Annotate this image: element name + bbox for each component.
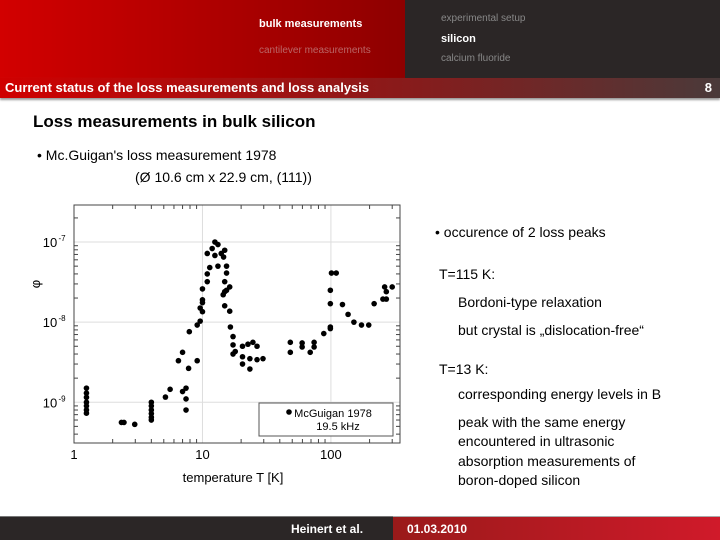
page-number: 8 <box>704 80 712 95</box>
data-point <box>247 356 253 362</box>
data-point <box>328 326 334 332</box>
footer-author-bar <box>0 516 393 540</box>
data-point <box>200 309 206 315</box>
y-tick-exponent: -8 <box>58 314 66 324</box>
data-point <box>230 342 236 348</box>
data-point <box>200 286 206 292</box>
data-point <box>204 251 210 257</box>
data-point <box>288 340 294 346</box>
data-point <box>222 247 228 253</box>
nav-calcium-fluoride[interactable]: calcium fluoride <box>441 53 511 64</box>
title-bar <box>0 78 720 98</box>
y-tick-exponent: -7 <box>58 234 66 244</box>
x-tick-label: 100 <box>320 447 342 462</box>
data-point <box>240 343 246 349</box>
y-tick-label: 10 <box>42 235 58 251</box>
data-point <box>167 387 173 393</box>
data-point <box>333 270 339 276</box>
data-point <box>389 284 395 290</box>
data-point <box>366 322 372 328</box>
data-point <box>209 246 215 252</box>
chart-legend <box>259 403 393 436</box>
x-tick-label: 10 <box>195 447 210 462</box>
data-point <box>132 422 138 428</box>
slide-heading: Loss measurements in bulk silicon <box>33 112 316 131</box>
data-point <box>224 270 230 276</box>
loss-chart <box>0 195 420 495</box>
data-point <box>254 343 260 349</box>
peak-13k-note-3: absorption measurements of <box>458 453 636 469</box>
data-point <box>240 354 246 360</box>
data-point <box>227 284 233 290</box>
data-point <box>204 279 210 285</box>
y-tick-label: 10 <box>42 315 58 331</box>
data-point <box>183 407 189 413</box>
data-point <box>384 289 390 295</box>
data-point <box>212 253 218 259</box>
y-tick-label: 10 <box>42 395 58 411</box>
data-point <box>328 287 334 293</box>
legend-entry: McGuigan 1978 <box>294 408 372 420</box>
peak-115k-desc: Bordoni-type relaxation <box>458 294 602 310</box>
data-point <box>288 350 294 356</box>
data-point <box>260 356 266 362</box>
slide-title: Current status of the loss measurements and loss analysis <box>5 80 370 95</box>
data-point <box>197 318 203 324</box>
sample-dimensions: (Ø 10.6 cm x 22.9 cm, (111)) <box>135 169 312 185</box>
data-point <box>228 324 234 330</box>
data-point <box>215 242 221 248</box>
data-point <box>215 263 221 269</box>
peak-13k-note-2: encountered in ultrasonic <box>458 433 615 449</box>
data-point <box>359 322 365 328</box>
nav-cantilever-measurements[interactable]: cantilever measurements <box>259 45 371 56</box>
data-point <box>149 417 155 423</box>
data-point <box>183 396 189 402</box>
data-point <box>84 385 90 391</box>
header-nav-left <box>0 0 405 78</box>
data-point <box>345 312 351 318</box>
bullet-loss-peaks: • occurence of 2 loss peaks <box>435 224 606 240</box>
data-point <box>207 265 213 271</box>
data-point <box>311 344 317 350</box>
data-point <box>187 329 193 335</box>
data-point <box>224 263 230 269</box>
data-point <box>351 319 357 325</box>
data-point <box>180 350 186 356</box>
peak-13k-note-1: peak with the same energy <box>458 414 626 430</box>
y-tick-exponent: -9 <box>58 394 66 404</box>
footer-author: Heinert et al. <box>291 522 364 536</box>
data-point <box>227 308 233 314</box>
peak-115k-note: but crystal is „dislocation-free“ <box>458 322 644 338</box>
data-point <box>247 366 253 372</box>
data-point <box>321 331 327 337</box>
data-point <box>340 302 346 308</box>
nav-silicon[interactable]: silicon <box>441 33 476 45</box>
nav-bulk-measurements[interactable]: bulk measurements <box>259 18 363 30</box>
peak-115k-label: T=115 K: <box>439 266 496 282</box>
nav-experimental-setup[interactable]: experimental setup <box>441 13 526 24</box>
data-point <box>186 366 192 372</box>
peak-13k-desc: corresponding energy levels in B <box>458 386 662 402</box>
data-point <box>254 357 260 363</box>
bullet-mcguigan: • Mc.Guigan's loss measurement 1978 <box>37 147 277 163</box>
data-point <box>371 301 377 307</box>
data-point <box>245 341 251 347</box>
footer-date: 01.03.2010 <box>407 522 468 536</box>
data-point <box>329 270 335 276</box>
data-point <box>384 296 390 302</box>
legend-frequency: 19.5 kHz <box>316 421 360 433</box>
data-point <box>230 334 236 340</box>
data-point <box>163 394 169 400</box>
data-point <box>183 385 189 391</box>
y-axis-label: φ <box>28 279 43 289</box>
data-point <box>328 301 334 307</box>
data-point <box>299 344 305 350</box>
data-point <box>307 350 313 356</box>
data-point <box>250 340 256 346</box>
legend-marker <box>286 409 292 415</box>
x-tick-label: 1 <box>70 447 78 462</box>
peak-13k-label: T=13 K: <box>439 361 489 377</box>
peak-13k-note-4: boron-doped silicon <box>458 472 581 488</box>
data-point <box>121 420 127 426</box>
data-point <box>176 358 182 364</box>
data-point <box>84 395 90 401</box>
data-point <box>222 303 228 309</box>
data-point <box>204 271 210 277</box>
x-axis-label: temperature T [K] <box>182 470 284 485</box>
data-point <box>240 361 246 367</box>
footer-date-bar <box>393 516 720 540</box>
data-point <box>232 349 238 355</box>
data-point <box>84 410 90 416</box>
data-point <box>194 358 200 364</box>
data-point <box>222 279 228 285</box>
data-point <box>200 300 206 306</box>
data-point <box>221 254 227 260</box>
